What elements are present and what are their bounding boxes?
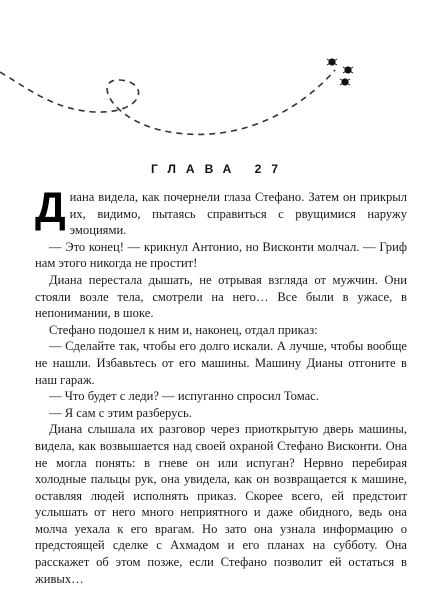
paragraph: — Это конец! — крикнул Антонио, но Висконти молчал. — Гриф нам этого никогда не простит!	[35, 239, 407, 271]
bug-icon	[343, 66, 353, 73]
drop-cap: Д	[35, 184, 66, 232]
paragraph: Диана слышала их разговор через приоткрытую дверь машины, видела, как возвышается над своей охраной Стефано Висконти. Она не могла понять: в гневе он или испуган? Нервно перебирая холодные пальцы рук, она увидела, как он возвращается к машине, оставляя людей исполнять приказ. Скорее всего, ей предстоит услышать от него много неприятного и даже обидного, ведь она молча уехала к его врагам. Но зато она узнала информацию о предстоящей сделке с Ахмадом и его планах на субботу. Она расскажет об этом позже, если Стефано позволит ей остаться в живых…	[35, 422, 407, 586]
flight-path-ornament	[0, 0, 439, 170]
bug-icon	[340, 78, 350, 85]
paragraph	[35, 184, 407, 239]
paragraph: — Я сам с этим разберусь.	[49, 405, 192, 420]
dashed-flight-path	[0, 70, 335, 134]
paragraph: — Сделайте так, чтобы его долго искали. А лучше, чтобы вообще не нашли. Избавьтесь от его машины. Машину Дианы отгоните в наш гараж.	[35, 339, 407, 387]
chapter-heading: ГЛАВА 27	[150, 162, 288, 176]
paragraph: — Что будет с леди? — испуганно спросил Томас.	[49, 389, 319, 404]
chapter-body	[35, 184, 407, 587]
paragraph: Диана перестала дышать, не отрывая взгляда от мужчин. Они стояли возле тела, смотрели на него… Все были в ужасе, в непонимании, в шоке.	[35, 272, 407, 321]
paragraph-text: иана видела, как почернели глаза Стефано. Затем он прикрыл их, видимо, пытаясь справиться с рвущимися наружу эмоциями.	[69, 190, 407, 238]
paragraph: Стефано подошел к ним и, наконец, отдал приказ:	[49, 322, 318, 337]
bug-icon	[327, 58, 337, 65]
